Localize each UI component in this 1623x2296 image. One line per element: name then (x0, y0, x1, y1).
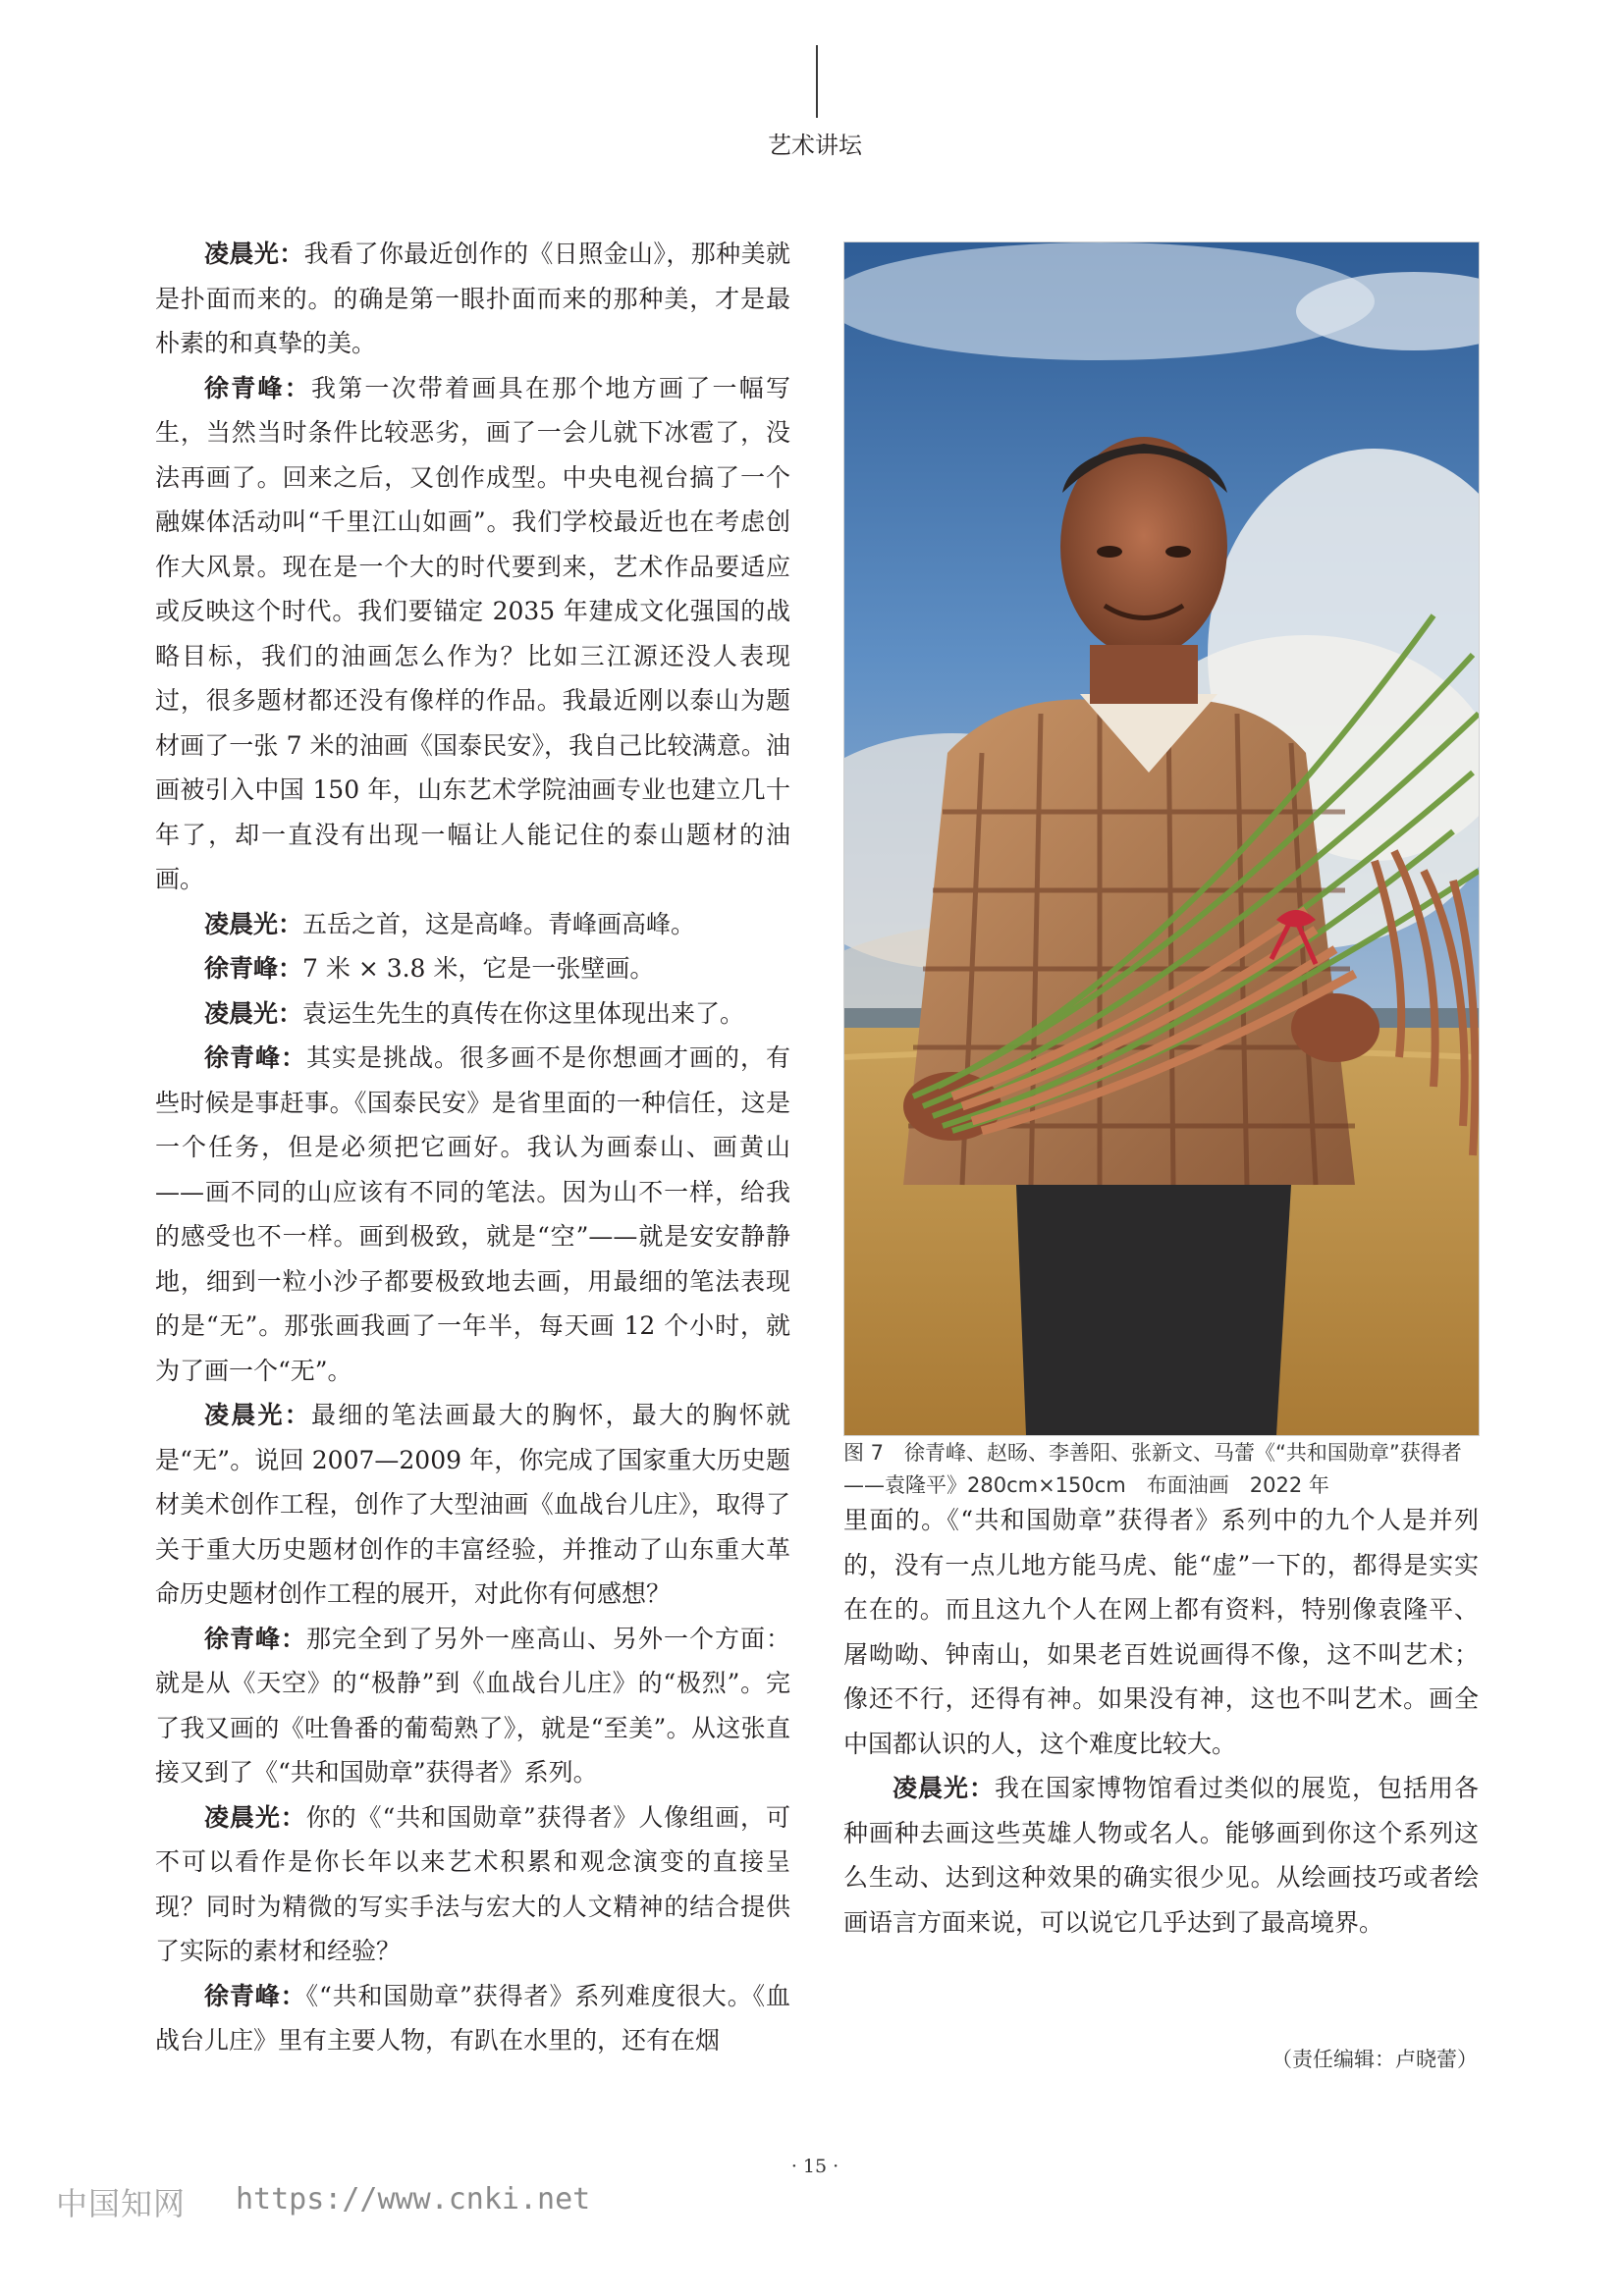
paragraph (155, 1393, 790, 1617)
paragraph-text: 最细的笔法画最大的胸怀，最大的胸怀就是“无”。说回 2007—2009 年，你完成了国家重大历史题材美术创作工程，创作了大型油画《血战台儿庄》，取得了关于重大历史题材创作的丰富经验，并推动了山东重大革命历史题材创作工程的展开，对此你有何感想？ (155, 1401, 790, 1608)
paragraph-text: 《“共和国勋章”获得者》系列难度很大。《血战台儿庄》里有主要人物，有趴在水里的，还有在烟 (155, 1981, 790, 2055)
painting-illustration (844, 242, 1479, 1435)
paragraph-text: 我在国家博物馆看过类似的展览，包括用各种画种去画这些英雄人物或名人。能够画到你这个系列这么生动、达到这种效果的确实很少见。从绘画技巧或者绘画语言方面来说，可以说它几乎达到了最高境界。 (843, 1774, 1479, 1937)
paragraph (155, 946, 790, 991)
paragraph (155, 232, 790, 366)
section-title: 艺术讲坛 (768, 132, 862, 159)
page-number: · 15 · (790, 2156, 839, 2177)
paragraph-text: 五岳之首，这是高峰。青峰画高峰。 (302, 909, 696, 938)
paragraph-text: 7 米 × 3.8 米，它是一张壁画。 (302, 954, 655, 983)
paragraph-text: 我看了你最近创作的《日照金山》，那种美就是扑面而来的。的确是第一眼扑面而来的那种美，才是最朴素的和真挚的美。 (155, 240, 790, 357)
paragraph (155, 1974, 790, 2063)
paragraph-text: 其实是挑战。很多画不是你想画才画的，有些时候是事赶事。《国泰民安》是省里面的一种信任，这是一个任务，但是必须把它画好。我认为画泰山、画黄山——画不同的山应该有不同的笔法。因为山不一样，给我的感受也不一样。画到极致，就是“空”——就是安安静静地，细到一粒小沙子都要极致地去画，用最细的笔法表现的是“无”。那张画我画了一年半，每天画 12 个小时，就为了画一个“无”。 (155, 1043, 790, 1385)
paragraph (155, 1795, 790, 1974)
speaker-name: 徐青峰： (204, 1043, 306, 1072)
paragraph (155, 1036, 790, 1393)
speaker-name: 凌晨光： (204, 998, 303, 1028)
paragraph-text: 你的《“共和国勋章”获得者》人像组画，可不可以看作是你长年以来艺术积累和观念演变的直接呈现？同时为精微的写实手法与宏大的人文精神的结合提供了实际的素材和经验？ (155, 1802, 790, 1965)
watermark-url: https://www.cnki.net (236, 2182, 591, 2216)
speaker-name: 徐青峰： (204, 954, 303, 983)
paragraph (155, 1617, 790, 1795)
paragraph (843, 1766, 1479, 1945)
left-column-text (155, 232, 790, 2063)
paragraph (155, 991, 790, 1037)
speaker-name: 凌晨光： (204, 909, 303, 938)
right-column-text (843, 1498, 1479, 1945)
editor-note: （责任编辑：卢晓蕾） (1271, 2048, 1478, 2071)
paragraph-text: 那完全到了另外一座高山、另外一个方面：就是从《天空》的“极静”到《血战台儿庄》的“极烈”。完了我又画的《吐鲁番的葡萄熟了》，就是“至美”。从这张直接又到了《“共和国勋章”获得者》系列。 (155, 1624, 790, 1787)
portrait-painting (843, 241, 1480, 1436)
header-divider-line (816, 45, 818, 118)
figure-caption: 图 7 徐青峰、赵旸、李善阳、张新文、马蕾《“共和国勋章”获得者——袁隆平》280cm×150cm 布面油画 2022 年 (843, 1441, 1462, 1497)
speaker-name: 徐青峰： (204, 1624, 306, 1653)
paragraph-text: 袁运生先生的真传在你这里体现出来了。 (302, 998, 745, 1028)
paragraph-continuation: 里面的。《“共和国勋章”获得者》系列中的九个人是并列的，没有一点儿地方能马虎、能“虚”一下的，都得是实实在在的。而且这九个人在网上都有资料，特别像袁隆平、屠呦呦、钟南山，如果老百姓说画得不像，这不叫艺术；像还不行，还得有神。如果没有神，这也不叫艺术。画全中国都认识的人，这个难度比较大。 (843, 1506, 1479, 1758)
paragraph (155, 902, 790, 947)
paragraph-text: 我第一次带着画具在那个地方画了一幅写生，当然当时条件比较恶劣，画了一会儿就下冰雹了，没法再画了。回来之后，又创作成型。中央电视台搞了一个融媒体活动叫“千里江山如画”。我们学校最近也在考虑创作大风景。现在是一个大的时代要到来，艺术作品要适应或反映这个时代。我们要锚定 2035 年建成文化强国的战略目标，我们的油画怎么作为？比如三江源还没人表现过，很多题材都还没有像样的作品。我最近刚以泰山为题材画了一张 7 米的油画《国泰民安》，我自己比较满意。油画被引入中国 150 年，山东艺术学院油画专业也建立几十年了，却一直没有出现一幅让人能记住的泰山题材的油画。 (155, 373, 790, 893)
speaker-name: 凌晨光： (204, 240, 304, 268)
paragraph (155, 366, 790, 902)
speaker-name: 凌晨光： (204, 1401, 311, 1429)
watermark-name: 中国知网 (56, 2185, 187, 2222)
speaker-name: 徐青峰： (204, 373, 311, 402)
speaker-name: 凌晨光： (893, 1774, 995, 1802)
speaker-name: 凌晨光： (204, 1802, 306, 1832)
speaker-name: 徐青峰： (204, 1981, 306, 2010)
